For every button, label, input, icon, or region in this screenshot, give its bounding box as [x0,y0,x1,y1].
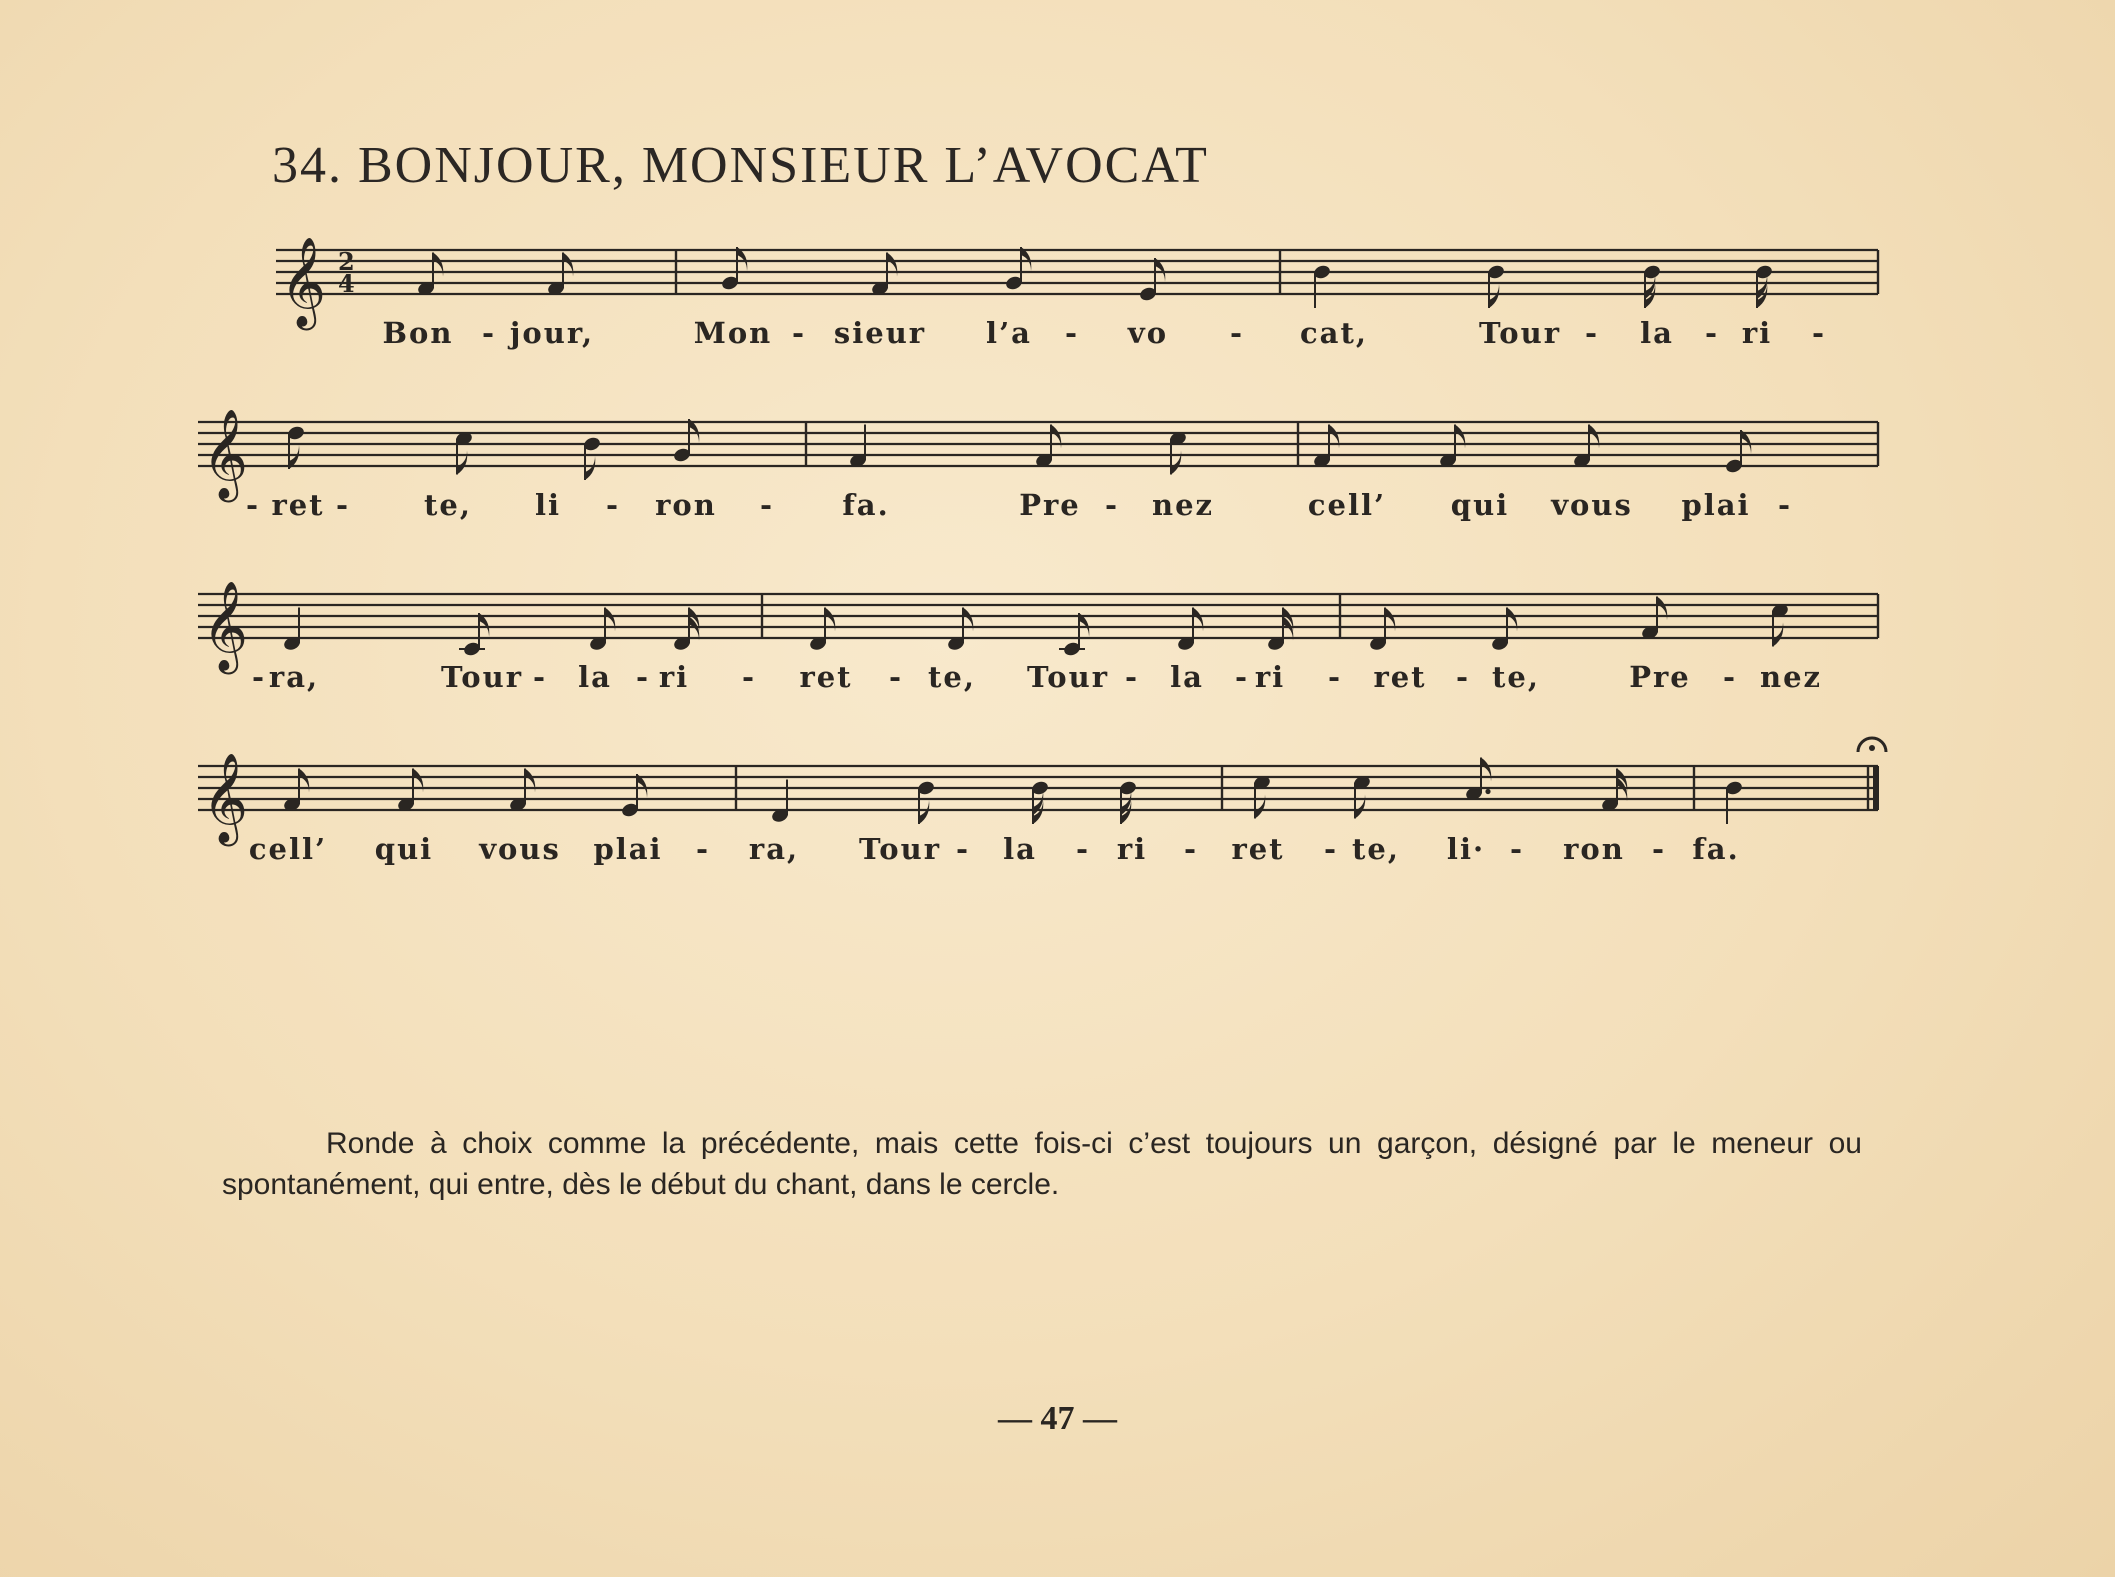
page-number: — 47 — [998,1400,1117,1437]
note [1642,264,1661,308]
lyric-hyphen: - [695,832,709,866]
lyric-syllable: la [1640,316,1674,350]
lyric-syllable: l’a [986,316,1032,350]
lyric-hyphen: - [605,488,619,522]
note [1118,780,1137,824]
note [1168,430,1187,474]
lyric-hyphen: - [1323,832,1337,866]
final-barline-thick [1873,766,1879,810]
lyric-syllable: te, [928,660,976,694]
note [1352,774,1371,818]
lyric-hyphen: - [1183,832,1197,866]
lyric-syllable: li [534,488,562,522]
lyrics-line [0,832,2115,982]
note [588,608,615,652]
lyric-syllable: nez [1759,660,1823,694]
lyric-hyphen: - [1722,660,1736,694]
note [1252,774,1271,818]
lyric-hyphen: - [532,660,546,694]
lyric-syllable: plai [593,832,663,866]
fermata-dot [1869,745,1875,751]
note [770,780,789,824]
note [1572,425,1599,469]
note [454,430,473,474]
note [282,608,301,652]
note [1770,602,1789,646]
note [282,769,309,813]
note [1138,258,1165,302]
lyric-syllable: ra, [748,832,800,866]
lyric-hyphen: - [1229,316,1243,350]
lyric-hyphen: - [1651,832,1665,866]
lyric-syllable: li· [1446,832,1486,866]
note [672,608,699,652]
lyric-syllable: Tour [859,832,941,866]
lyric-syllable: te, [1492,660,1540,694]
lyric-syllable: jour, [509,316,595,350]
lyric-hyphen: - [1704,316,1718,350]
music-system-4 [0,736,2115,886]
note [1724,780,1743,824]
lyric-syllable: ri [1741,316,1773,350]
lyric-hyphen: - [759,488,773,522]
lyric-hyphen: - [1104,488,1118,522]
treble-clef-icon: 𝄞 [202,753,249,843]
lyric-syllable: Pre [1019,488,1081,522]
lyric-hyphen: - [1584,316,1598,350]
note [1640,597,1667,641]
note [1486,264,1505,308]
lyric-hyphen: - [741,660,755,694]
note [1490,608,1517,652]
note [1438,425,1465,469]
note [1266,608,1293,652]
lyric-syllable: ron [655,488,717,522]
note [1004,247,1031,291]
lyric-syllable: la [578,660,612,694]
lyric-hyphen: - [635,660,649,694]
treble-clef-icon: 𝄞 [202,581,249,671]
lyric-syllable: Bon [382,316,454,350]
lyric-syllable: te, [1352,832,1400,866]
lyric-syllable: ret [799,660,853,694]
lyric-syllable: ret [1231,832,1285,866]
lyric-syllable: vo [1127,316,1169,350]
lyric-hyphen: - [1124,660,1138,694]
lyric-syllable: la [1170,660,1204,694]
song-title: 34. BONJOUR, MONSIEUR L’AVOCAT [272,137,1209,194]
lyric-syllable: Tour [1027,660,1109,694]
note [1034,425,1061,469]
lyric-hyphen: - [1811,316,1825,350]
lyric-syllable: la [1003,832,1037,866]
lyric-syllable: fa. [842,488,890,522]
note [582,436,601,480]
note [916,780,935,824]
time-signature-bottom: 4 [338,269,355,298]
note [396,769,423,813]
note [546,253,573,297]
note [946,608,973,652]
lyric-syllable: Pre [1629,660,1691,694]
lyric-syllable: plai [1681,488,1751,522]
lyric-hyphen: - [1234,660,1248,694]
lyric-hyphen: - [481,316,495,350]
note [1724,430,1751,474]
note [416,253,443,297]
lyric-syllable: vous [479,832,561,866]
note [1030,780,1049,824]
lyric-syllable: ri [1254,660,1286,694]
note [508,769,535,813]
note [808,608,835,652]
lyric-hyphen: - [1075,832,1089,866]
description-paragraph: Ronde à choix comme la précédente, mais cette fois-ci c’est toujours un garçon, désigné par le meneur ou spontanément, qui entre, dès le début du chant, dans le cercle. [222,1127,1862,1201]
note [1059,613,1089,657]
lyric-hyphen: - [791,316,805,350]
lyric-syllable: ret [271,488,325,522]
lyric-hyphen: - [1327,660,1341,694]
lyric-syllable: fa. [1692,832,1740,866]
lyric-hyphen: - [251,660,265,694]
lyric-syllable: vous [1551,488,1633,522]
lyric-syllable: te, [424,488,472,522]
note [720,247,747,291]
music-system-2 [0,392,2115,542]
lyric-syllable: ri [1116,832,1148,866]
note [620,774,647,818]
music-system-3 [0,564,2115,714]
note [1754,264,1773,308]
lyric-syllable: cat, [1300,316,1368,350]
note [870,253,897,297]
lyric-syllable: qui [1450,488,1510,522]
note [1464,758,1491,802]
lyric-syllable: ret [1373,660,1427,694]
lyric-hyphen: - [245,488,259,522]
lyric-syllable: sieur [833,316,927,350]
lyric-syllable: Mon [693,316,773,350]
note [459,613,489,657]
lyric-hyphen: - [1064,316,1078,350]
lyric-syllable: cell’ [248,832,328,866]
lyric-syllable: ra, [268,660,320,694]
treble-clef-icon: 𝄞 [202,409,249,499]
note [672,419,699,463]
lyric-syllable: cell’ [1307,488,1387,522]
note [286,425,305,469]
lyric-hyphen: - [955,832,969,866]
music-system-1 [0,220,2115,370]
lyric-syllable: nez [1151,488,1215,522]
lyric-syllable: ron [1563,832,1625,866]
lyric-syllable: ri [658,660,690,694]
lyric-syllable: Tour [441,660,523,694]
note [1600,769,1627,813]
note [1312,264,1331,308]
lyric-hyphen: - [1509,832,1523,866]
note [1368,608,1395,652]
lyric-hyphen: - [335,488,349,522]
lyric-hyphen: - [888,660,902,694]
lyric-syllable: qui [374,832,434,866]
lyric-hyphen: - [1455,660,1469,694]
note [1312,425,1339,469]
note [848,425,867,469]
lyric-syllable: Tour [1479,316,1561,350]
time-signature-top: 2 [338,247,355,276]
note [1176,608,1203,652]
treble-clef-icon: 𝄞 [280,237,327,327]
lyric-hyphen: - [1777,488,1791,522]
